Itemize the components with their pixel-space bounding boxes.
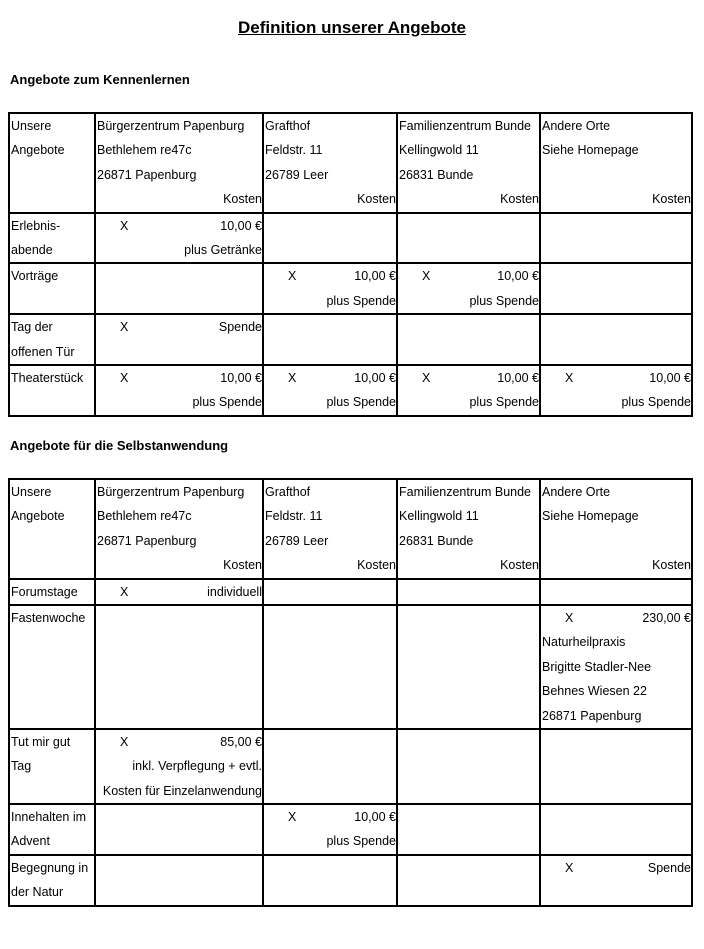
price-note: plus Spende: [326, 834, 396, 849]
header-cell-angebote: [9, 113, 95, 213]
row-label: [9, 855, 95, 906]
offer-cell-empty: [95, 605, 263, 729]
price: 10,00 €: [649, 370, 691, 385]
offer-cell-empty: [540, 804, 692, 855]
row-label-text: Fastenwoche: [11, 610, 86, 625]
table-header-row: [9, 479, 692, 579]
header-cell-grafthof: [263, 113, 397, 213]
header-cell-grafthof: [263, 479, 397, 579]
price-note: plus Spende: [192, 395, 262, 410]
offer-cell-empty: [263, 729, 397, 804]
offer-cell-empty: [540, 729, 692, 804]
row-label-text: Theaterstück: [11, 370, 84, 385]
provider-street: Behnes Wiesen 22: [542, 684, 647, 699]
price-note: plus Getränke: [184, 242, 262, 257]
table-row-innehalten-im-advent: [9, 804, 692, 855]
venue-name: Andere Orte: [542, 119, 611, 133]
venue-name: Andere Orte: [542, 485, 611, 499]
page-title: Definition unserer Angebote: [238, 18, 466, 37]
table-row-vortraege: [9, 263, 692, 314]
x-mark: X: [120, 370, 129, 385]
table-row-erlebnisabende: [9, 213, 692, 264]
header-cell-angebote: [9, 479, 95, 579]
price: 85,00 €: [220, 734, 262, 749]
offer-cell: [397, 263, 540, 314]
venue-name: Bürgerzentrum Papenburg: [97, 485, 245, 499]
price: 10,00 €: [220, 370, 262, 385]
header-cell-familienzentrum: [397, 113, 540, 213]
offer-cell-empty: [263, 579, 397, 605]
table-row-begegnung-in-der-natur: [9, 855, 692, 906]
kosten-label: Kosten: [357, 558, 396, 573]
venue-note: Siehe Homepage: [542, 509, 639, 524]
row-label: [9, 605, 95, 729]
offer-cell-empty: [397, 729, 540, 804]
x-mark: X: [120, 320, 129, 335]
empty-line: [10, 390, 94, 414]
kosten-label: Kosten: [500, 192, 539, 207]
venue-note: Siehe Homepage: [542, 143, 639, 158]
row-label-text: abende: [11, 242, 53, 257]
price: Spende: [647, 860, 691, 875]
offer-cell: [540, 855, 692, 906]
price-note: inkl. Verpflegung + evtl.: [132, 759, 262, 774]
price: Spende: [218, 320, 262, 335]
offer-cell: [263, 365, 397, 416]
price-note: plus Spende: [621, 395, 691, 410]
row-label-text: Advent: [11, 834, 50, 849]
table-row-tag-der-offenen-tuer: [9, 314, 692, 365]
x-mark: X: [565, 610, 574, 625]
venue-city: 26871 Papenburg: [97, 533, 197, 548]
kosten-label: Kosten: [652, 558, 691, 573]
offer-cell-empty: [397, 855, 540, 906]
price-note: Kosten für Einzelanwendung: [102, 783, 262, 798]
venue-name: Familienzentrum Bunde: [399, 119, 532, 133]
offer-cell: [263, 263, 397, 314]
venue-city: 26789 Leer: [265, 533, 329, 548]
price: individuell: [207, 584, 262, 599]
venue-street: Feldstr. 11: [265, 143, 323, 158]
offer-cell-empty: [95, 263, 263, 314]
offer-cell: [95, 213, 263, 264]
venue-street: Bethlehem re47c: [97, 509, 192, 524]
header-cell-buergerzentrum: [95, 113, 263, 213]
offer-cell-empty: [397, 804, 540, 855]
offer-cell-empty: [397, 605, 540, 729]
empty-line: [10, 289, 94, 313]
row-label: [9, 804, 95, 855]
offer-cell-empty: [540, 314, 692, 365]
venue-street: Kellingwold 11: [399, 509, 479, 524]
offer-cell-empty: [95, 804, 263, 855]
price: 10,00 €: [354, 810, 396, 825]
header-text: Angebote: [11, 143, 65, 158]
offer-cell: [397, 365, 540, 416]
kosten-label: Kosten: [357, 192, 396, 207]
venue-city: 26789 Leer: [265, 167, 329, 182]
offer-cell: [95, 365, 263, 416]
row-label-text: Tag der: [11, 320, 53, 335]
row-label-text: Erlebnis-: [11, 218, 61, 233]
venue-name: Grafthof: [265, 119, 311, 133]
price-note: plus Spende: [326, 395, 396, 410]
x-mark: X: [422, 269, 431, 284]
venue-city: 26871 Papenburg: [97, 167, 197, 182]
kosten-label: Kosten: [500, 558, 539, 573]
x-mark: X: [288, 370, 297, 385]
venue-street: Kellingwold 11: [399, 143, 479, 158]
x-mark: X: [288, 269, 297, 284]
price-note: plus Spende: [469, 293, 539, 308]
table-kennenlernen: [8, 112, 693, 417]
venue-name: Bürgerzentrum Papenburg: [97, 119, 245, 133]
row-label-text: der Natur: [11, 885, 64, 900]
offer-cell: [540, 605, 692, 729]
row-label-text: Tag: [11, 759, 32, 774]
row-label: [9, 263, 95, 314]
offer-cell: [95, 729, 263, 804]
row-label: [9, 729, 95, 804]
price: 10,00 €: [354, 269, 396, 284]
header-text: Angebote: [11, 509, 65, 524]
header-text: Unsere: [11, 119, 52, 133]
offer-cell: [95, 314, 263, 365]
venue-name: Familienzentrum Bunde: [399, 485, 532, 499]
row-label-text: Innehalten im: [11, 810, 87, 825]
offer-cell-empty: [540, 213, 692, 264]
price: 10,00 €: [497, 269, 539, 284]
header-text: Unsere: [11, 485, 52, 499]
row-label: [9, 365, 95, 416]
provider-name: Naturheilpraxis: [542, 635, 626, 650]
price: 10,00 €: [354, 370, 396, 385]
row-label-text: Tut mir gut: [11, 734, 71, 749]
venue-street: Bethlehem re47c: [97, 143, 192, 158]
offer-cell-empty: [540, 579, 692, 605]
header-cell-buergerzentrum: [95, 479, 263, 579]
offer-cell-empty: [263, 855, 397, 906]
table-row-forumstage: [9, 579, 692, 605]
offer-cell: [263, 804, 397, 855]
header-cell-andere-orte: [540, 479, 692, 579]
offer-cell-empty: [95, 855, 263, 906]
venue-city: 26831 Bunde: [399, 167, 474, 182]
row-label-text: Forumstage: [11, 584, 78, 599]
price: 230,00 €: [642, 610, 691, 625]
section-heading-kennenlernen: Angebote zum Kennenlernen: [10, 72, 190, 87]
row-label-text: Vorträge: [11, 269, 59, 284]
x-mark: X: [120, 218, 129, 233]
kosten-label: Kosten: [652, 192, 691, 207]
table-row-fastenwoche: [9, 605, 692, 729]
offer-cell-empty: [263, 605, 397, 729]
row-label: [9, 213, 95, 264]
offer-cell-empty: [397, 213, 540, 264]
offer-cell-empty: [397, 314, 540, 365]
row-label: [9, 314, 95, 365]
venue-name: Grafthof: [265, 485, 311, 499]
venue-city: 26831 Bunde: [399, 533, 474, 548]
row-label-text: Begegnung in: [11, 860, 89, 875]
x-mark: X: [120, 584, 129, 599]
offer-cell-empty: [397, 579, 540, 605]
offer-cell-empty: [263, 314, 397, 365]
table-row-tut-mir-gut-tag: [9, 729, 692, 804]
x-mark: X: [565, 370, 574, 385]
offer-cell: [540, 365, 692, 416]
table-selbstanwendung: [8, 478, 693, 907]
price: 10,00 €: [220, 218, 262, 233]
x-mark: X: [288, 810, 297, 825]
offer-cell-empty: [540, 263, 692, 314]
table-row-theaterstueck: [9, 365, 692, 416]
table-header-row: [9, 113, 692, 213]
price: 10,00 €: [497, 370, 539, 385]
x-mark: X: [120, 734, 129, 749]
venue-street: Feldstr. 11: [265, 509, 323, 524]
kosten-label: Kosten: [223, 558, 262, 573]
empty-line: [541, 163, 691, 187]
price-note: plus Spende: [469, 395, 539, 410]
price-note: plus Spende: [326, 293, 396, 308]
section-heading-selbstanwendung: Angebote für die Selbstanwendung: [10, 438, 229, 453]
offer-cell-empty: [263, 213, 397, 264]
offer-cell: [95, 579, 263, 605]
row-label: [9, 579, 95, 605]
provider-city: 26871 Papenburg: [542, 708, 642, 723]
header-cell-andere-orte: [540, 113, 692, 213]
header-cell-familienzentrum: [397, 479, 540, 579]
row-label-text: offenen Tür: [11, 344, 75, 359]
kosten-label: Kosten: [223, 192, 262, 207]
empty-line: [541, 529, 691, 553]
x-mark: X: [565, 860, 574, 875]
provider-person: Brigitte Stadler-Nee: [542, 659, 652, 674]
x-mark: X: [422, 370, 431, 385]
